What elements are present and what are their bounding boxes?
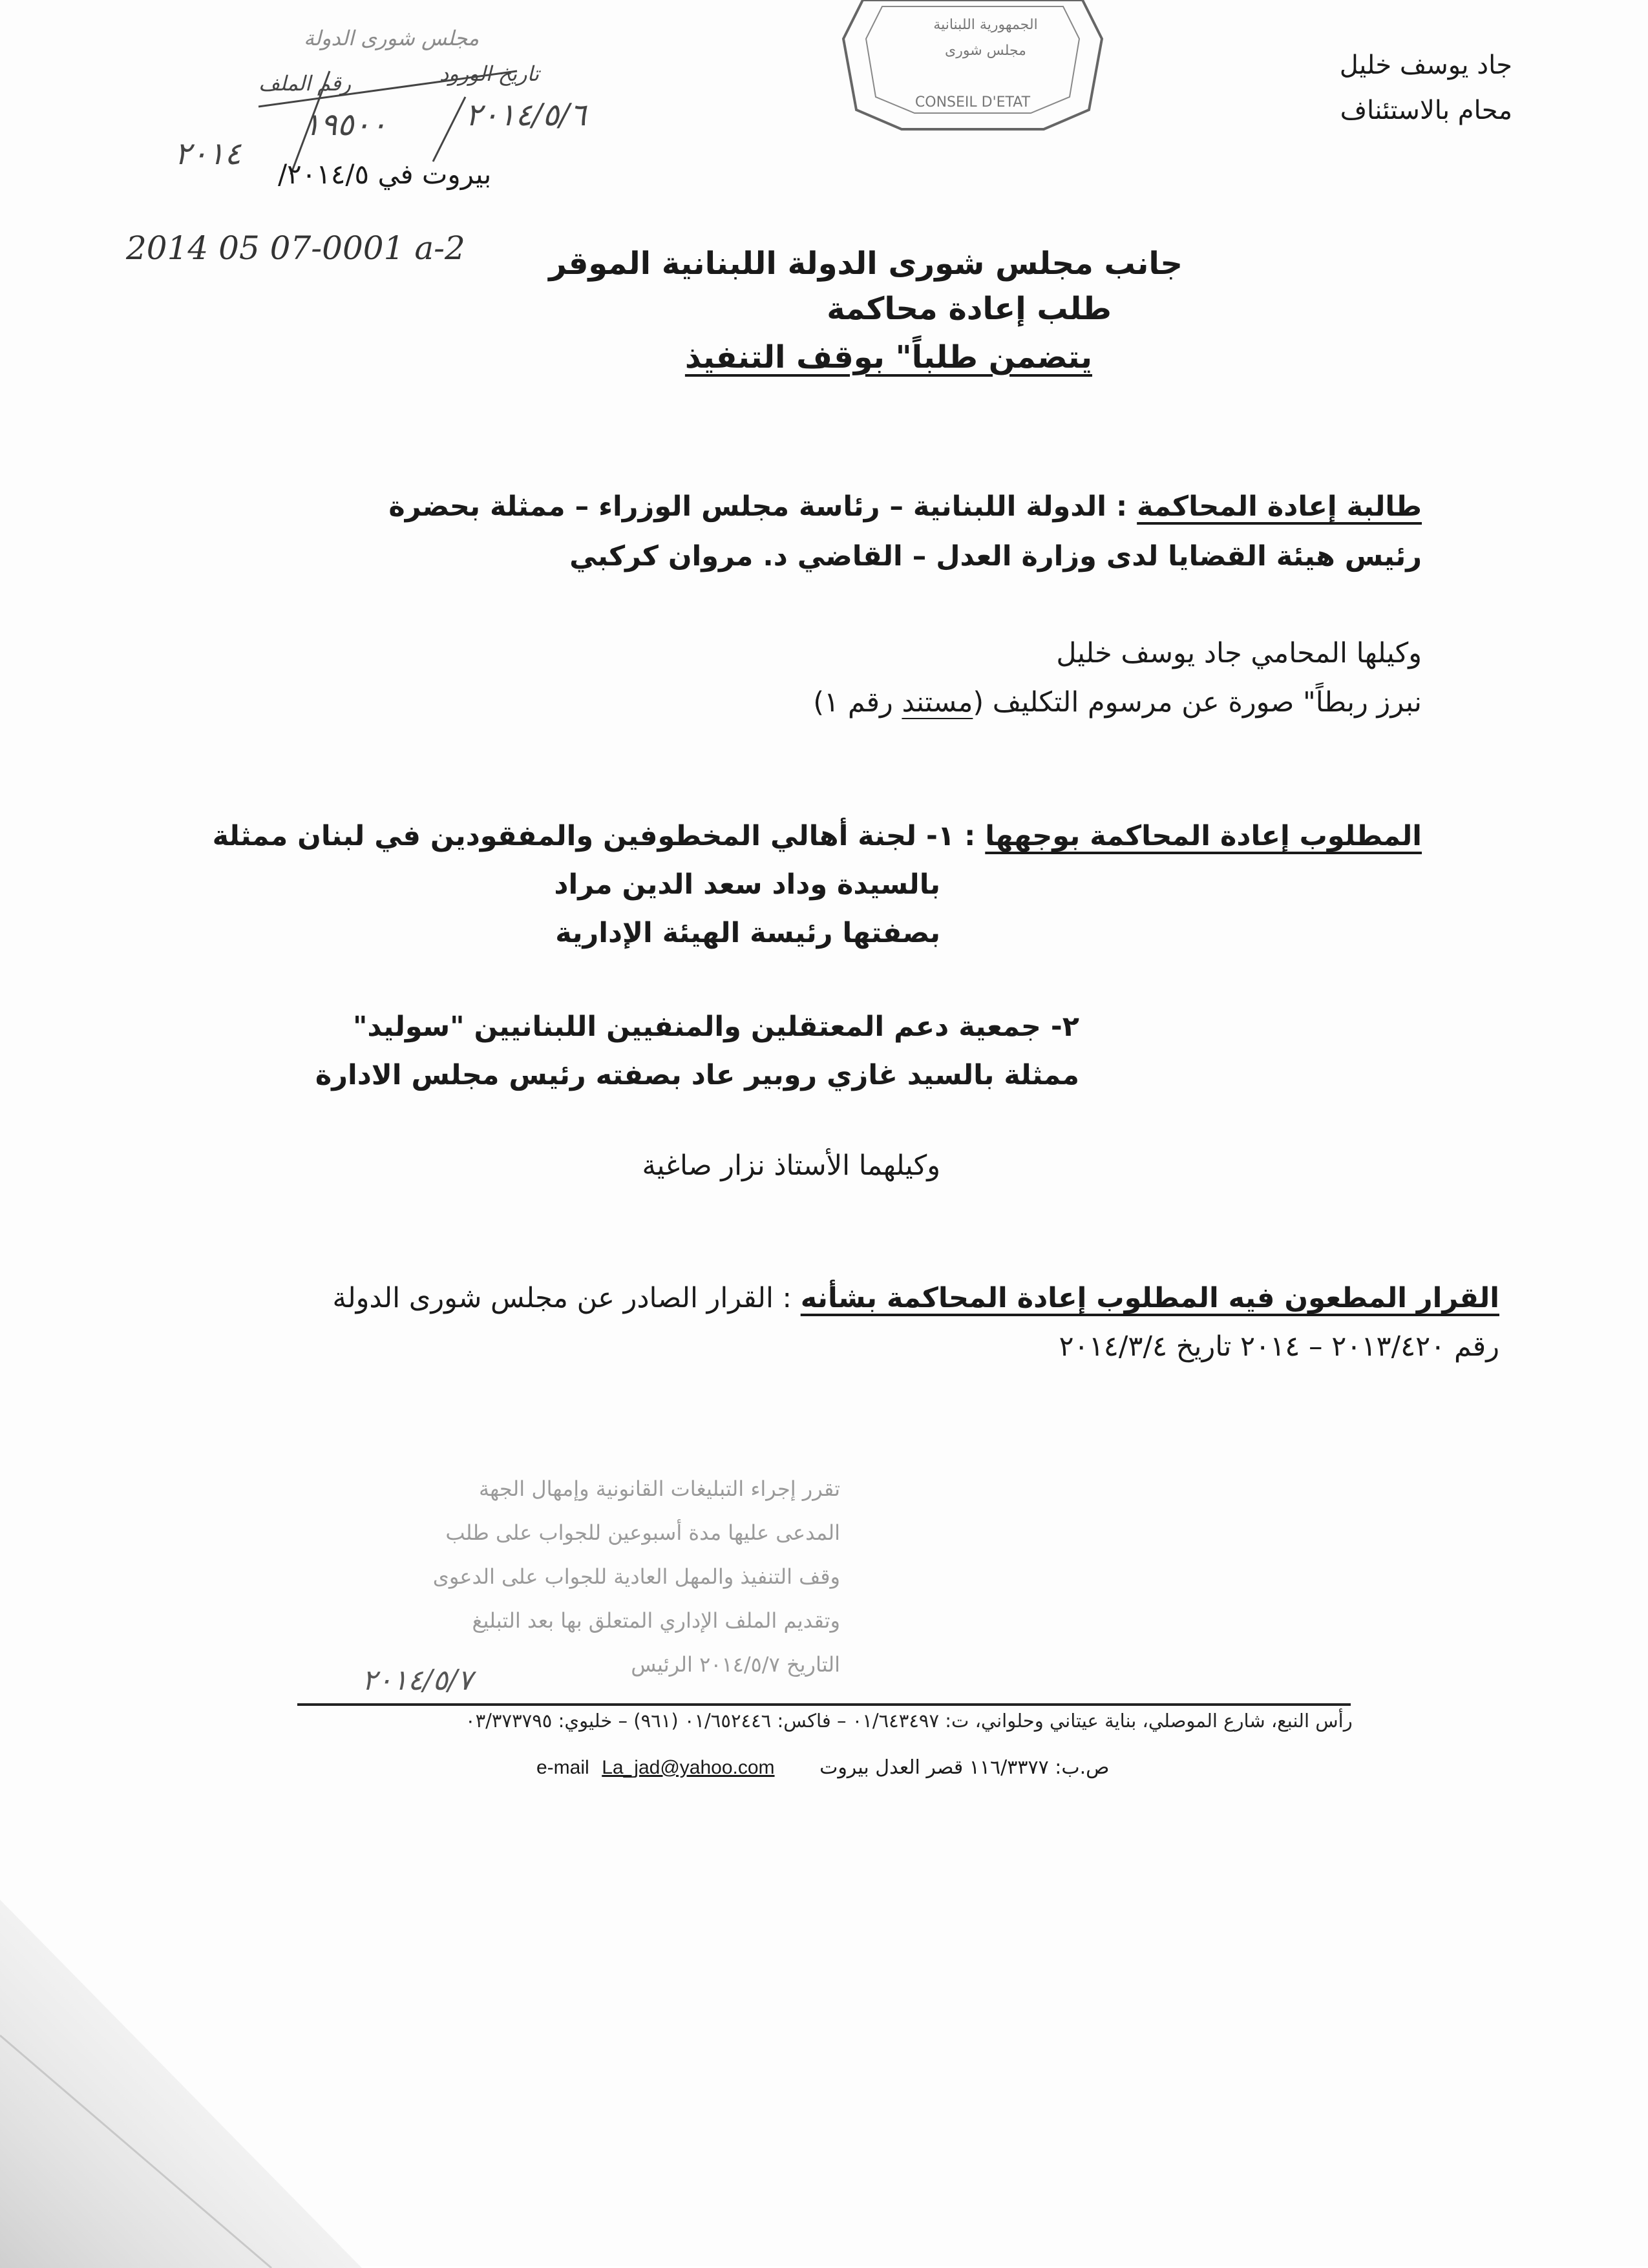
applicant-agent: وكيلها المحامي جاد يوسف خليل [1056,637,1422,669]
email-address[interactable]: La_jad@yahoo.com [602,1757,775,1778]
request-title: طلب إعادة محاكمة [827,291,1112,327]
registry-number-year: ٢٠١٤ [174,136,242,172]
applicant-line2: رئيس هيئة القضايا لدى وزارة العدل – القاضي د. مروان كركبي [569,540,1422,572]
attachment-doc: مستند [902,686,973,719]
attachment-suffix: رقم ١) [813,686,902,719]
decision-line1 [333,1273,1499,1323]
respondent-first-line2: بالسيدة وداد سعد الدين مراد [554,868,940,901]
stamp-ring: CONSEIL D'ETAT [914,94,1031,110]
addressee-title: جانب مجلس شورى الدولة اللبنانية الموقر [549,246,1183,282]
reference-code: 2014 05 07-0001 a-2 [126,229,465,267]
footer-contact-line [536,1756,1109,1779]
email-label: e-mail [536,1757,589,1778]
applicant-line1 [388,481,1422,532]
respondent-first-line3: بصفتها رئيسة الهيئة الإدارية [555,917,940,949]
faded-line5: التاريخ ٢٠١٤/٥/٧ الرئيس [631,1652,840,1677]
footer-divider [297,1703,1351,1706]
faded-registry-stamp [433,1467,840,1686]
place-date: بيروت في ٢٠١٤/٥/ [278,158,492,190]
faded-line2: المدعى عليها مدة أسبوعين للجواب على طلب [445,1520,840,1545]
decision-text: : القرار الصادر عن مجلس شورى الدولة [332,1282,792,1314]
stamp-line2: مجلس شورى [945,43,1026,59]
registry-stamp [162,26,653,174]
respondents-label: المطلوب إعادة المحاكمة بوجهها [985,820,1422,852]
applicant-label: طالبة إعادة المحاكمة [1137,490,1422,523]
respondent-first: : ١- لجنة أهالي المخطوفين والمفقودين في لبنان ممثلة [212,820,976,852]
handwritten-date: ٢٠١٤/٥/٧ [362,1664,473,1697]
stamp-line1: الجمهورية اللبنانية [933,17,1038,33]
registry-strokes [162,26,653,174]
footer-pobox: ص.ب: ١١٦/٣٣٧٧ قصر العدل بيروت [819,1756,1110,1779]
respondent-second: ٢- جمعية دعم المعتقلين والمنفيين اللبنانيين "سوليد" [352,1011,1079,1043]
footer-address: رأس النبع، شارع الموصلي، بناية عيتاني وحلواني، ت: ٠١/٦٤٣٤٩٧ – فاكس: ٠١/٦٥٢٤٤٦ (٩٦١) – خليوي: ٠٣/٣٧٣٧٩٥ [465,1710,1353,1732]
registry-header: مجلس شورى الدولة [304,26,480,50]
scan-shadow [0,1822,452,2268]
registry-number-label: رقم الملف [259,71,352,96]
respondents-agent: وكيلهما الأستاذ نزار صاغية [642,1150,940,1182]
faded-line4: وتقديم الملف الإداري المتعلق بها بعد التبليغ [472,1608,840,1633]
respondent-second-line2: ممثلة بالسيد غازي روبير عاد بصفته رئيس مجلس الادارة [315,1059,1079,1091]
faded-line1: تقرر إجراء التبليغات القانونية وإمهال الجهة [478,1476,840,1501]
registry-date-label: تاريخ الورود [439,61,540,86]
registry-number: ١٩٥٠٠ [304,107,387,143]
faded-line3: وقف التنفيذ والمهل العادية للجواب على الدعوى [432,1564,840,1589]
decision-label: القرار المطعون فيه المطلوب إعادة المحاكمة بشأنه [800,1282,1499,1314]
applicant-text: : الدولة اللبنانية – رئاسة مجلس الوزراء – ممثلة بحضرة [388,490,1128,523]
lawyer-title: محام بالاستئناف [1340,96,1512,125]
respondents-line1 [213,811,1422,861]
council-stamp [837,0,1108,132]
attachment-prefix: نبرز ربطاً" صورة عن مرسوم التكليف ( [973,686,1422,719]
registry-date: ٢٠١٤/٥/٦ [465,97,587,133]
includes-title: يتضمن طلباً" بوقف التنفيذ [684,339,1092,375]
decision-line2: رقم ٢٠١٣/٤٢٠ – ٢٠١٤ تاريخ ٢٠١٤/٣/٤ [1059,1330,1499,1363]
applicant-attachment [813,677,1422,728]
lawyer-name: جاد يوسف خليل [1339,50,1512,80]
